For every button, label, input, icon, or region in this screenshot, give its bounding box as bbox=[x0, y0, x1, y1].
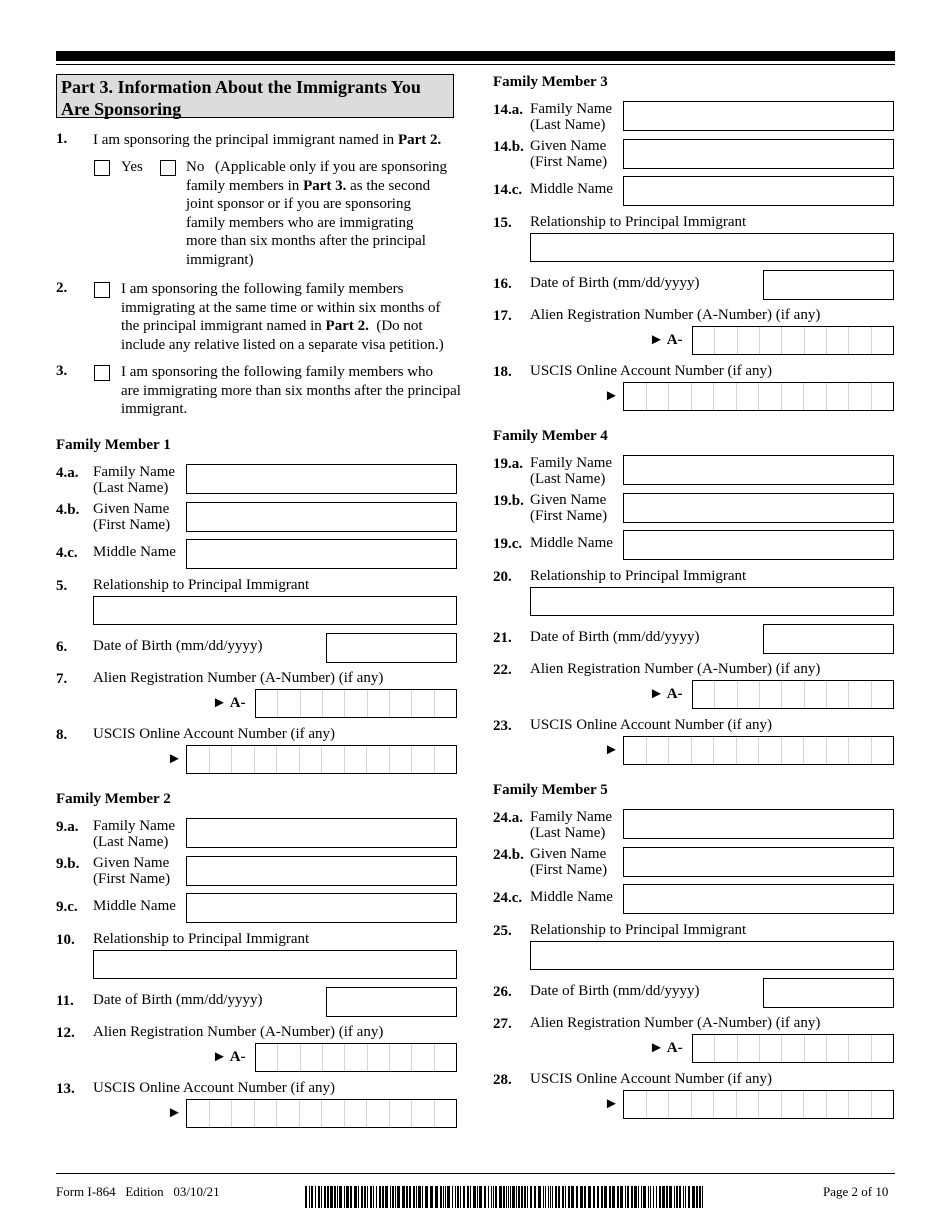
member3-anumber-input[interactable] bbox=[692, 326, 894, 355]
q1-no-label: No bbox=[186, 159, 205, 175]
member2-dob-input[interactable] bbox=[326, 987, 457, 1017]
member1-relationship-input[interactable] bbox=[93, 596, 457, 625]
member1-anumber-input[interactable] bbox=[255, 689, 457, 718]
member4-dob-input[interactable] bbox=[763, 624, 894, 654]
member5-uscis-number: 28. bbox=[493, 1072, 512, 1088]
member2-relationship-number: 10. bbox=[56, 932, 75, 948]
member5-dob-label: Date of Birth (mm/dd/yyyy) bbox=[530, 983, 700, 999]
member2-title: Family Member 2 bbox=[56, 791, 171, 807]
member4-anumber-input[interactable] bbox=[692, 680, 894, 709]
member4-dob-label: Date of Birth (mm/dd/yyyy) bbox=[530, 629, 700, 645]
member5-family-label-1: Family Name bbox=[530, 809, 613, 825]
q1-note-line3: joint sponsor or if you are sponsoring bbox=[186, 196, 411, 212]
member1-relationship-label: Relationship to Principal Immigrant bbox=[93, 577, 310, 593]
q2-line3c: (Do not bbox=[368, 318, 423, 334]
member1-dob-input[interactable] bbox=[326, 633, 457, 663]
member3-given-number: 14.b. bbox=[493, 139, 524, 155]
part-title-line2: Are Sponsoring bbox=[61, 99, 182, 119]
member2-middle-number: 9.c. bbox=[56, 899, 78, 915]
member4-given-name-input[interactable] bbox=[623, 493, 894, 523]
q1-text-a: I am sponsoring the principal immigrant named in bbox=[93, 132, 398, 148]
member2-anumber-label: Alien Registration Number (A-Number) (if any) bbox=[93, 1024, 384, 1040]
member1-anumber-prefix: ► A- bbox=[212, 695, 246, 711]
member5-middle-label: Middle Name bbox=[530, 889, 613, 905]
member3-anumber-label: Alien Registration Number (A-Number) (if any) bbox=[530, 307, 821, 323]
q2-line1: I am sponsoring the following family members bbox=[121, 281, 404, 297]
footer-page-number: Page 2 of 10 bbox=[823, 1184, 889, 1199]
member3-given-label-1: Given Name bbox=[530, 138, 607, 154]
member5-relationship-label: Relationship to Principal Immigrant bbox=[530, 922, 747, 938]
q2-line2: immigrating at the same time or within six months of bbox=[121, 299, 441, 316]
q1-note-line2b: Part 3. bbox=[303, 177, 347, 194]
member4-relationship-number: 20. bbox=[493, 569, 512, 585]
member5-family-number: 24.a. bbox=[493, 810, 523, 826]
member2-relationship-label: Relationship to Principal Immigrant bbox=[93, 931, 310, 947]
member2-family-label-1: Family Name bbox=[93, 818, 176, 834]
part-title-line1: Part 3. Information About the Immigrants You bbox=[61, 77, 421, 97]
member3-given-name-input[interactable] bbox=[623, 139, 894, 169]
q2-text bbox=[121, 280, 444, 354]
member5-uscis-prefix: ► bbox=[604, 1096, 619, 1112]
q1-note-line2a: family members in bbox=[186, 177, 304, 194]
member2-middle-label: Middle Name bbox=[93, 898, 176, 914]
member3-uscis-label: USCIS Online Account Number (if any) bbox=[530, 363, 773, 379]
member2-family-name-input[interactable] bbox=[186, 818, 457, 848]
member5-anumber-input[interactable] bbox=[692, 1034, 894, 1063]
member4-uscis-prefix: ► bbox=[604, 742, 619, 758]
q1-yes-checkbox[interactable] bbox=[94, 160, 110, 176]
member5-given-name-input[interactable] bbox=[623, 847, 894, 877]
member5-anumber-number: 27. bbox=[493, 1016, 512, 1032]
member3-family-label-2: (Last Name) bbox=[530, 117, 606, 133]
member3-middle-number: 14.c. bbox=[493, 182, 523, 198]
q1-no-checkbox[interactable] bbox=[160, 160, 176, 176]
member1-dob-number: 6. bbox=[56, 639, 68, 655]
member5-family-name-input[interactable] bbox=[623, 809, 894, 839]
member1-given-label-1: Given Name bbox=[93, 501, 170, 517]
member3-middle-label: Middle Name bbox=[530, 181, 613, 197]
member4-family-label-2: (Last Name) bbox=[530, 471, 606, 487]
member1-relationship-number: 5. bbox=[56, 578, 68, 594]
member1-uscis-input[interactable] bbox=[186, 745, 457, 774]
member4-middle-name-input[interactable] bbox=[623, 530, 894, 560]
q3-line1: I am sponsoring the following family members who bbox=[121, 364, 434, 380]
q1-note-line1: (Applicable only if you are sponsoring bbox=[215, 159, 448, 175]
member5-anumber-label: Alien Registration Number (A-Number) (if any) bbox=[530, 1015, 821, 1031]
member5-middle-number: 24.c. bbox=[493, 890, 523, 906]
member2-uscis-prefix: ► bbox=[167, 1105, 182, 1121]
member2-family-number: 9.a. bbox=[56, 819, 79, 835]
member4-family-label-1: Family Name bbox=[530, 455, 613, 471]
member5-title: Family Member 5 bbox=[493, 782, 608, 798]
q1-note bbox=[186, 158, 466, 269]
member2-family-label-2: (Last Name) bbox=[93, 834, 169, 850]
q1-yes-label: Yes bbox=[121, 159, 143, 175]
member5-uscis-label: USCIS Online Account Number (if any) bbox=[530, 1071, 773, 1087]
member3-dob-label: Date of Birth (mm/dd/yyyy) bbox=[530, 275, 700, 291]
member5-middle-name-input[interactable] bbox=[623, 884, 894, 914]
q2-number: 2. bbox=[56, 280, 68, 296]
member4-anumber-number: 22. bbox=[493, 662, 512, 678]
footer-rule bbox=[56, 1173, 895, 1174]
member1-middle-number: 4.c. bbox=[56, 545, 78, 561]
member4-anumber-label: Alien Registration Number (A-Number) (if any) bbox=[530, 661, 821, 677]
q1-note-line4: family members who are immigrating bbox=[186, 214, 414, 231]
member4-middle-number: 19.c. bbox=[493, 536, 523, 552]
member3-anumber-number: 17. bbox=[493, 308, 512, 324]
q3-line2: are immigrating more than six months after the principal bbox=[121, 382, 461, 399]
q2-line3a: the principal immigrant named in bbox=[121, 318, 326, 334]
member2-dob-number: 11. bbox=[56, 993, 74, 1009]
top-rule-thin bbox=[56, 64, 895, 65]
q1-note-line2 bbox=[186, 177, 466, 196]
member5-relationship-number: 25. bbox=[493, 923, 512, 939]
member2-given-label-1: Given Name bbox=[93, 855, 170, 871]
member2-anumber-number: 12. bbox=[56, 1025, 75, 1041]
member3-anumber-prefix: ► A- bbox=[649, 332, 683, 348]
member1-uscis-number: 8. bbox=[56, 727, 68, 743]
q3-number: 3. bbox=[56, 363, 68, 379]
member1-family-number: 4.a. bbox=[56, 465, 79, 481]
member3-family-name-input[interactable] bbox=[623, 101, 894, 131]
member1-family-name-input[interactable] bbox=[186, 464, 457, 494]
member2-dob-label: Date of Birth (mm/dd/yyyy) bbox=[93, 992, 263, 1008]
member5-anumber-prefix: ► A- bbox=[649, 1040, 683, 1056]
q3-line3: immigrant. bbox=[121, 401, 188, 417]
top-rule-thick bbox=[56, 51, 895, 61]
q1-note-line2c: as the second bbox=[346, 177, 431, 194]
member5-uscis-input[interactable] bbox=[623, 1090, 894, 1119]
member3-title: Family Member 3 bbox=[493, 74, 608, 90]
member2-anumber-prefix: ► A- bbox=[212, 1049, 246, 1065]
member1-given-label-2: (First Name) bbox=[93, 517, 171, 533]
member3-dob-input[interactable] bbox=[763, 270, 894, 300]
member3-dob-number: 16. bbox=[493, 276, 512, 292]
q1-text bbox=[93, 131, 441, 150]
member4-uscis-label: USCIS Online Account Number (if any) bbox=[530, 717, 773, 733]
member5-given-number: 24.b. bbox=[493, 847, 524, 863]
member4-relationship-input[interactable] bbox=[530, 587, 894, 616]
member4-title: Family Member 4 bbox=[493, 428, 608, 444]
member2-anumber-input[interactable] bbox=[255, 1043, 457, 1072]
member1-anumber-number: 7. bbox=[56, 671, 68, 687]
member3-middle-name-input[interactable] bbox=[623, 176, 894, 206]
q2-line4: include any relative listed on a separate visa petition.) bbox=[121, 336, 444, 353]
member1-middle-label: Middle Name bbox=[93, 544, 176, 560]
q2-line3b: Part 2. bbox=[325, 318, 369, 334]
member3-uscis-input[interactable] bbox=[623, 382, 894, 411]
barcode bbox=[305, 1186, 711, 1208]
footer-form-edition: Form I-864 Edition 03/10/21 bbox=[56, 1184, 220, 1199]
member1-family-label-1: Family Name bbox=[93, 464, 176, 480]
member2-relationship-input[interactable] bbox=[93, 950, 457, 979]
member1-dob-label: Date of Birth (mm/dd/yyyy) bbox=[93, 638, 263, 654]
member4-uscis-input[interactable] bbox=[623, 736, 894, 765]
member4-dob-number: 21. bbox=[493, 630, 512, 646]
member1-anumber-label: Alien Registration Number (A-Number) (if any) bbox=[93, 670, 384, 686]
q1-note-line6: immigrant) bbox=[186, 251, 254, 268]
member4-anumber-prefix: ► A- bbox=[649, 686, 683, 702]
member4-given-number: 19.b. bbox=[493, 493, 524, 509]
member4-middle-label: Middle Name bbox=[530, 535, 613, 551]
q2-checkbox[interactable] bbox=[94, 282, 110, 298]
q3-checkbox[interactable] bbox=[94, 365, 110, 381]
member3-relationship-number: 15. bbox=[493, 215, 512, 231]
member1-given-number: 4.b. bbox=[56, 502, 80, 518]
q2-line3 bbox=[121, 317, 444, 336]
q1-text-b: Part 2. bbox=[397, 132, 442, 148]
member2-uscis-label: USCIS Online Account Number (if any) bbox=[93, 1080, 336, 1096]
member5-family-label-2: (Last Name) bbox=[530, 825, 606, 841]
member2-given-name-input[interactable] bbox=[186, 856, 457, 886]
member1-middle-name-input[interactable] bbox=[186, 539, 457, 569]
member3-family-number: 14.a. bbox=[493, 102, 523, 118]
member5-dob-input[interactable] bbox=[763, 978, 894, 1008]
member2-uscis-input[interactable] bbox=[186, 1099, 457, 1128]
member2-uscis-number: 13. bbox=[56, 1081, 75, 1097]
member1-family-label-2: (Last Name) bbox=[93, 480, 169, 496]
part-3-header bbox=[56, 74, 454, 118]
member4-family-number: 19.a. bbox=[493, 456, 523, 472]
member3-uscis-prefix: ► bbox=[604, 388, 619, 404]
member3-given-label-2: (First Name) bbox=[530, 154, 608, 170]
member1-uscis-label: USCIS Online Account Number (if any) bbox=[93, 726, 336, 742]
member4-given-label-2: (First Name) bbox=[530, 508, 608, 524]
member2-given-label-2: (First Name) bbox=[93, 871, 171, 887]
member4-uscis-number: 23. bbox=[493, 718, 512, 734]
member1-given-name-input[interactable] bbox=[186, 502, 457, 532]
member3-relationship-label: Relationship to Principal Immigrant bbox=[530, 214, 747, 230]
member4-family-name-input[interactable] bbox=[623, 455, 894, 485]
member3-relationship-input[interactable] bbox=[530, 233, 894, 262]
member4-given-label-1: Given Name bbox=[530, 492, 607, 508]
member5-given-label-2: (First Name) bbox=[530, 862, 608, 878]
q1-note-line5: more than six months after the principal bbox=[186, 233, 426, 249]
member2-middle-name-input[interactable] bbox=[186, 893, 457, 923]
member5-relationship-input[interactable] bbox=[530, 941, 894, 970]
member5-dob-number: 26. bbox=[493, 984, 512, 1000]
q3-text bbox=[121, 363, 461, 419]
member3-family-label-1: Family Name bbox=[530, 101, 613, 117]
member1-title: Family Member 1 bbox=[56, 437, 171, 453]
member5-given-label-1: Given Name bbox=[530, 846, 607, 862]
member1-uscis-prefix: ► bbox=[167, 751, 182, 767]
q1-number: 1. bbox=[56, 131, 68, 147]
member3-uscis-number: 18. bbox=[493, 364, 512, 380]
member2-given-number: 9.b. bbox=[56, 856, 80, 872]
member4-relationship-label: Relationship to Principal Immigrant bbox=[530, 568, 747, 584]
